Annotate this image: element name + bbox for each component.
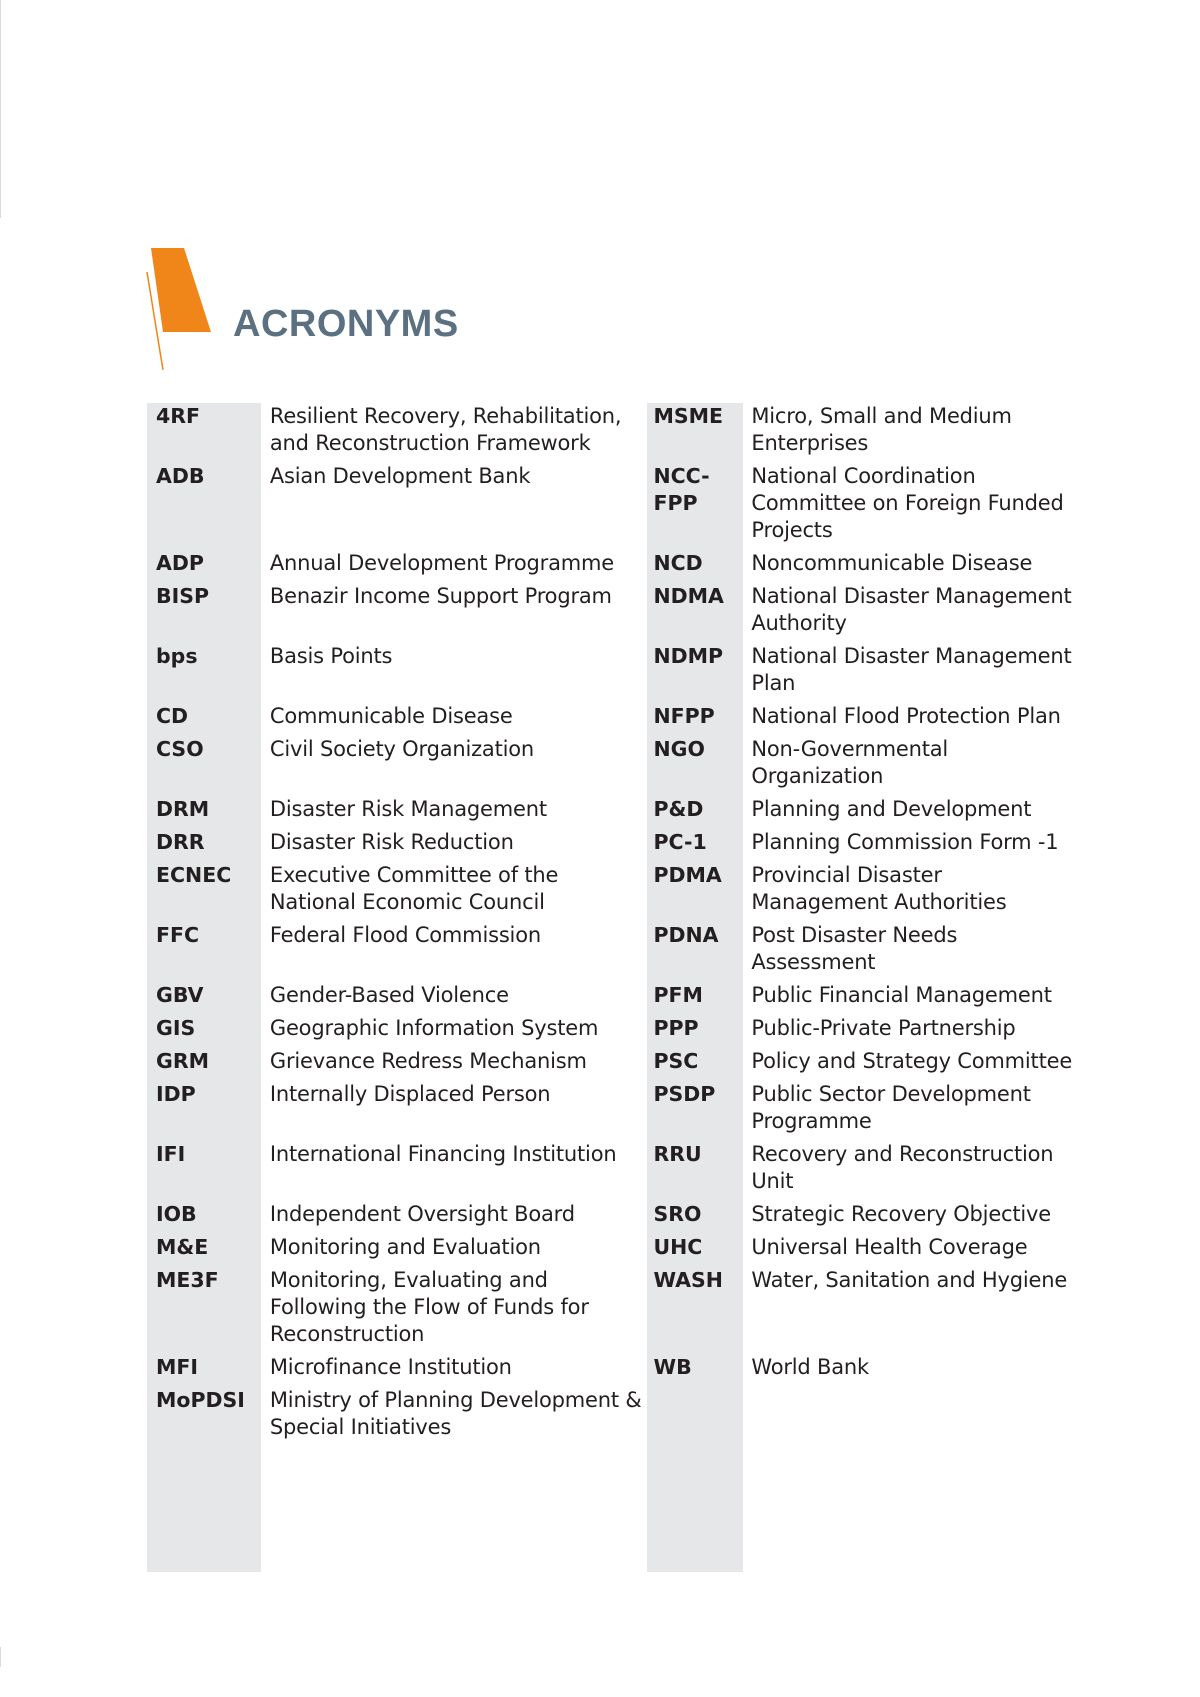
- left-definition: Grievance Redress Mechanism: [269, 1049, 587, 1073]
- left-acronym: FFC: [156, 923, 200, 947]
- right-definition: World Bank: [751, 1355, 869, 1379]
- left-definition: Ministry of Planning Development & Special Initiatives: [269, 1388, 642, 1439]
- table-row: [147, 1387, 1082, 1441]
- table-row: [147, 550, 1082, 577]
- right-acronym: NGO: [653, 737, 705, 761]
- right-definition: Universal Health Coverage: [751, 1235, 1028, 1259]
- orange-slash-icon: [145, 245, 235, 375]
- right-definition: Water, Sanitation and Hygiene: [751, 1268, 1068, 1292]
- left-definition: Executive Committee of the National Economic Council: [269, 863, 559, 914]
- table-row: [147, 1234, 1082, 1261]
- right-definition: Micro, Small and Medium Enterprises: [751, 404, 1012, 455]
- left-definition: Monitoring, Evaluating and Following the Flow of Funds for Reconstruction: [269, 1268, 589, 1346]
- right-acronym: PSC: [653, 1049, 699, 1073]
- left-definition: Federal Flood Commission: [269, 923, 541, 947]
- table-row: [147, 1354, 1082, 1381]
- left-acronym: 4RF: [156, 404, 201, 428]
- left-definition: Independent Oversight Board: [269, 1202, 575, 1226]
- left-acronym: IOB: [156, 1202, 197, 1226]
- right-acronym: RRU: [653, 1142, 702, 1166]
- left-acronym: GRM: [156, 1049, 210, 1073]
- page-edge-line-bottom: [0, 1647, 1, 1667]
- right-acronym: NDMP: [653, 644, 724, 668]
- right-definition: Post Disaster Needs Assessment: [751, 923, 958, 974]
- left-acronym: GIS: [156, 1016, 196, 1040]
- table-row: [147, 1201, 1082, 1228]
- right-acronym: SRO: [653, 1202, 702, 1226]
- table-row: [147, 736, 1082, 790]
- left-acronym: ADP: [156, 551, 204, 575]
- right-definition: Provincial Disaster Management Authorities: [751, 863, 1007, 914]
- right-definition: National Flood Protection Plan: [751, 704, 1061, 728]
- left-definition: International Financing Institution: [269, 1142, 617, 1166]
- left-definition: Disaster Risk Reduction: [269, 830, 514, 854]
- left-acronym: CD: [156, 704, 189, 728]
- left-acronym: DRR: [156, 830, 205, 854]
- left-definition: Basis Points: [269, 644, 393, 668]
- table-row: [147, 1267, 1082, 1348]
- left-acronym: MFI: [156, 1355, 199, 1379]
- table-row: [147, 643, 1082, 697]
- left-definition: Gender-Based Violence: [269, 983, 509, 1007]
- left-definition: Disaster Risk Management: [269, 797, 547, 821]
- table-row: [147, 862, 1082, 916]
- right-acronym: PPP: [653, 1016, 699, 1040]
- right-definition: Recovery and Reconstruction Unit: [751, 1142, 1054, 1193]
- left-definition: Civil Society Organization: [269, 737, 535, 761]
- right-acronym: PFM: [653, 983, 703, 1007]
- right-acronym: PDNA: [653, 923, 719, 947]
- right-definition: Public Sector Development Programme: [751, 1082, 1031, 1133]
- left-acronym: M&E: [156, 1235, 209, 1259]
- table-row: [147, 829, 1082, 856]
- right-acronym: UHC: [653, 1235, 703, 1259]
- left-definition: Geographic Information System: [269, 1016, 599, 1040]
- left-definition: Microfinance Institution: [269, 1355, 512, 1379]
- left-definition: Resilient Recovery, Rehabilitation, and Reconstruction Framework: [269, 404, 622, 455]
- table-row: [147, 1081, 1082, 1135]
- left-definition: Internally Displaced Person: [269, 1082, 551, 1106]
- left-acronym: CSO: [156, 737, 204, 761]
- table-row: [147, 922, 1082, 976]
- table-row: [147, 463, 1082, 544]
- table-row: [147, 1048, 1082, 1075]
- left-acronym: DRM: [156, 797, 210, 821]
- table-row: [147, 796, 1082, 823]
- section-header: [145, 245, 545, 375]
- acronym-rows: [147, 403, 1082, 1441]
- right-definition: National Disaster Management Plan: [751, 644, 1072, 695]
- right-definition: Public Financial Management: [751, 983, 1052, 1007]
- right-acronym: NDMA: [653, 584, 724, 608]
- acronyms-table: [147, 403, 1082, 1441]
- left-acronym: bps: [156, 644, 198, 668]
- left-acronym: ADB: [156, 464, 205, 488]
- left-acronym: BISP: [156, 584, 210, 608]
- right-acronym: MSME: [653, 404, 724, 428]
- right-definition: Planning Commission Form -1: [751, 830, 1059, 854]
- right-acronym: WASH: [653, 1268, 723, 1292]
- left-acronym: GBV: [156, 983, 204, 1007]
- right-definition: National Coordination Committee on Foreign Funded Projects: [751, 464, 1064, 542]
- left-definition: Benazir Income Support Program: [269, 584, 612, 608]
- table-row: [147, 982, 1082, 1009]
- right-definition: National Disaster Management Authority: [751, 584, 1072, 635]
- right-definition: Public-Private Partnership: [751, 1016, 1016, 1040]
- table-row: [147, 703, 1082, 730]
- right-acronym: PDMA: [653, 863, 722, 887]
- left-definition: Monitoring and Evaluation: [269, 1235, 541, 1259]
- right-acronym: NCD: [653, 551, 703, 575]
- right-definition: Policy and Strategy Committee: [751, 1049, 1073, 1073]
- table-row: [147, 583, 1082, 637]
- table-row: [147, 1141, 1082, 1195]
- right-acronym: P&D: [653, 797, 704, 821]
- page-edge-line: [0, 0, 1, 218]
- left-definition: Communicable Disease: [269, 704, 513, 728]
- right-acronym: NFPP: [653, 704, 715, 728]
- left-definition: Asian Development Bank: [269, 464, 531, 488]
- left-acronym: IDP: [156, 1082, 196, 1106]
- right-acronym: PSDP: [653, 1082, 716, 1106]
- left-acronym: IFI: [156, 1142, 186, 1166]
- right-acronym: NCC- FPP: [653, 464, 710, 515]
- right-acronym: WB: [653, 1355, 692, 1379]
- page-title: ACRONYMS: [233, 303, 459, 345]
- table-row: [147, 1015, 1082, 1042]
- left-acronym: MoPDSI: [156, 1388, 245, 1412]
- left-acronym: ECNEC: [156, 863, 232, 887]
- right-definition: Noncommunicable Disease: [751, 551, 1033, 575]
- right-definition: Non-Governmental Organization: [751, 737, 949, 788]
- right-acronym: PC-1: [653, 830, 707, 854]
- table-row: [147, 403, 1082, 457]
- right-definition: Planning and Development: [751, 797, 1032, 821]
- left-definition: Annual Development Programme: [269, 551, 614, 575]
- right-definition: Strategic Recovery Objective: [751, 1202, 1052, 1226]
- left-acronym: ME3F: [156, 1268, 219, 1292]
